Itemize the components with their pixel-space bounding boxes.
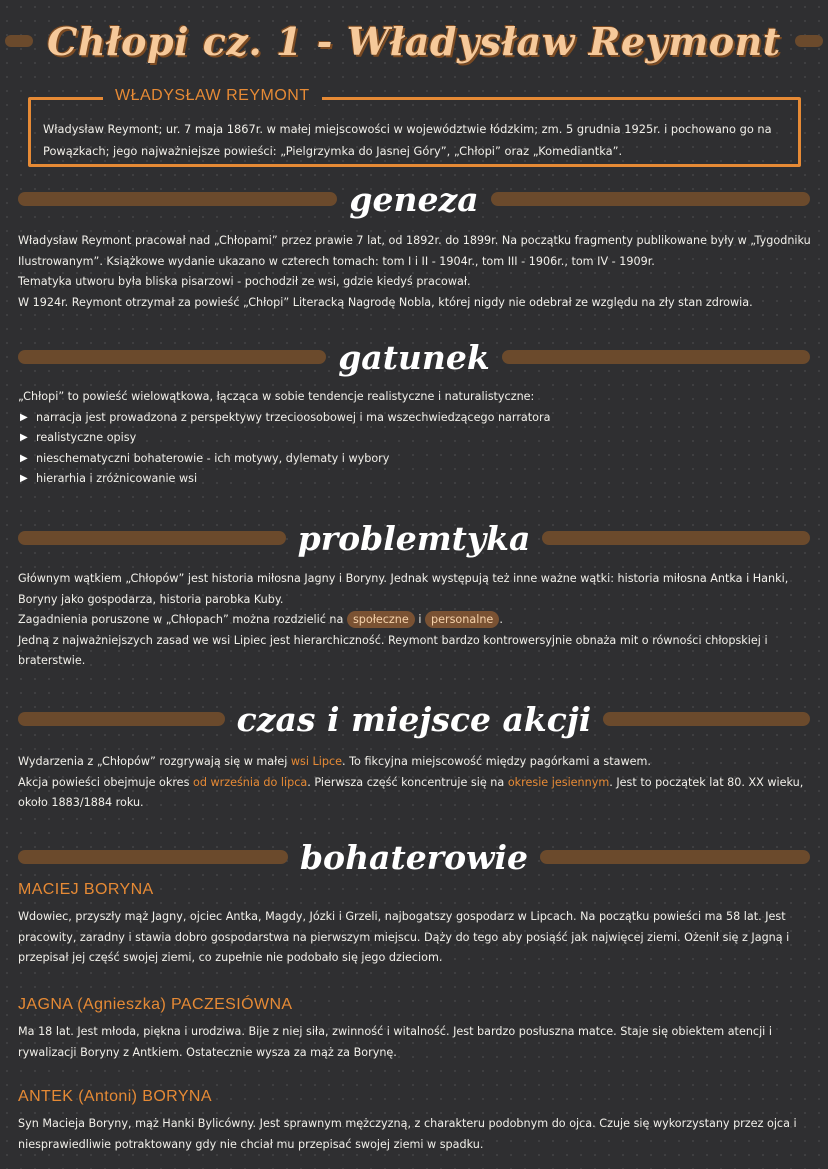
section-title: bohaterowie bbox=[299, 837, 529, 877]
list-item: ▶ realistyczne opisy bbox=[18, 428, 813, 449]
tag-personalne: personalne bbox=[425, 611, 499, 628]
title-banner bbox=[0, 8, 828, 74]
section-title: gatunek bbox=[338, 337, 490, 377]
problematyka-line-2-mid: i bbox=[418, 613, 422, 626]
section-heading-gatunek bbox=[18, 334, 810, 380]
gatunek-intro: „Chłopi” to powieść wielowątkowa, łącząca w sobie tendencje realistyczne i naturalistyczne: bbox=[18, 390, 535, 403]
geneza-line-2: Tematyka utworu była bliska pisarzowi - pochodził ze wsi, gdzie kiedyś pracował. bbox=[18, 275, 471, 288]
list-item: ▶ hierarhia i zróżnicowanie wsi bbox=[18, 469, 813, 490]
heading-bar-right bbox=[502, 350, 810, 364]
character-description: Ma 18 lat. Jest młoda, piękna i urodziwa. Bije z niej siła, zwinność i witalność. Jest bardzo posłuszna matce. Staje się obiektem atencji i rywalizacji Boryny z Antkiem. Ostatecznie wysza za mąż za Borynę. bbox=[18, 1025, 772, 1059]
page-title: Chłopi cz. 1 - Władysław Reymont bbox=[47, 18, 781, 64]
czas-line-1 bbox=[18, 752, 813, 773]
czas-text bbox=[18, 752, 813, 814]
character-name: MACIEJ BORYNA bbox=[18, 881, 154, 898]
gatunek-text bbox=[18, 387, 813, 490]
czas-line-2-post: . Jest to początek lat 80. XX wieku, około 1883/1884 roku. bbox=[18, 775, 804, 809]
character-name: ANTEK (Antoni) BORYNA bbox=[18, 1088, 212, 1105]
heading-bar-right bbox=[603, 712, 810, 726]
heading-bar-right bbox=[540, 850, 810, 864]
list-item: ▶ nieschematyczni bohaterowie - ich motywy, dylematy i wybory bbox=[18, 449, 813, 470]
heading-bar-left bbox=[18, 192, 337, 206]
problematyka-line-2 bbox=[18, 610, 813, 631]
heading-bar-right bbox=[542, 531, 810, 545]
czas-line-2-pre: Akcja powieści obejmuje okres bbox=[18, 775, 190, 789]
czas-line-2-mid: . Pierwsza część koncentruje się na bbox=[307, 775, 505, 789]
geneza-text bbox=[18, 231, 813, 313]
tag-spoleczne: społeczne bbox=[347, 611, 415, 628]
czas-line-1-pre: Wydarzenia z „Chłopów” rozgrywają się w małej bbox=[18, 755, 288, 768]
title-bar-right bbox=[795, 35, 823, 47]
problematyka-line-2-post: . bbox=[499, 613, 503, 626]
problematyka-text bbox=[18, 569, 813, 672]
character-description: Wdowiec, przyszły mąż Jagny, ojciec Antka, Magdy, Józki i Grzeli, najbogatszy gospodarz w Lipcach. Na początku powieści ma 58 lat. Jest pracowity, zaradny i stawia dobro gospodarstwa na pierwszym miejscu. Dąży do tego aby posiąść jak najwięcej ziemi. Ożenił się z Jagną i przepisał jej część swojej ziemi, co zupełnie nie podobało się jego dzieciom. bbox=[18, 910, 790, 964]
character-name: JAGNA (Agnieszka) PACZESIÓWNA bbox=[18, 996, 293, 1013]
heading-bar-left bbox=[18, 350, 326, 364]
section-title: czas i miejsce akcji bbox=[236, 699, 592, 739]
character-description: Syn Macieja Boryny, mąż Hanki Bylicówny. Jest sprawnym mężczyzną, z charakteru podobnym do ojca. Czuje się wykorzystany przez ojca i niesprawiedliwie potraktowany gdy nie chciał mu przepisać swojej ziemi w spadku. bbox=[18, 1117, 797, 1151]
section-heading-bohaterowie bbox=[18, 834, 810, 880]
author-box-heading: WŁADYSŁAW REYMONT bbox=[103, 87, 322, 105]
problematyka-line-3: Jedną z najważniejszych zasad we wsi Lipiec jest hierarchiczność. Reymont bardzo kontrowersyjnie obnaża mit o równości chłopskiej i braterstwie. bbox=[18, 633, 768, 667]
section-heading-problematyka bbox=[18, 515, 810, 561]
heading-bar-right bbox=[491, 192, 810, 206]
heading-bar-left bbox=[18, 850, 288, 864]
highlight-period: od września do lipca bbox=[192, 775, 308, 789]
list-item: ▶ narracja jest prowadzona z perspektywy trzecioosobowej i ma wszechwiedzącego narratora bbox=[18, 408, 813, 429]
problematyka-line-1: Głównym wątkiem „Chłopów” jest historia miłosna Jagny i Boryny. Jednak występują też inne ważne wątki: historia miłosna Antka i Hanki, Boryny jako gospodarza, historia parobka Kuby. bbox=[18, 572, 789, 606]
author-box-text: Władysław Reymont; ur. 7 maja 1867r. w małej miejscowości w województwie łódzkim; zm. 5 grudnia 1925r. i pochowano go na Powązkach; jego najważniejsze powieści: „Pielgrzymka do Jasnej Góry”, „Chłopi” oraz „Komediantka”. bbox=[43, 122, 772, 158]
section-heading-geneza bbox=[18, 176, 810, 222]
highlight-season: okresie jesiennym bbox=[507, 775, 610, 789]
geneza-line-1: Władysław Reymont pracował nad „Chłopami” przez prawie 7 lat, od 1892r. do 1899r. Na początku fragmenty publikowane były w „Tygodniku Ilustrowanym”. Książkowe wydanie ukazano w czterech tomach: tom I i II - 1904r., tom III - 1906r., tom IV - 1909r. bbox=[18, 234, 811, 268]
heading-bar-left bbox=[18, 712, 225, 726]
czas-line-2 bbox=[18, 773, 813, 814]
section-title: problemtyka bbox=[297, 518, 531, 558]
gatunek-list bbox=[18, 408, 813, 490]
czas-line-1-post: . To fikcyjna miejscowość między pagórkami a stawem. bbox=[342, 755, 651, 768]
section-title: geneza bbox=[349, 179, 479, 219]
heading-bar-left bbox=[18, 531, 286, 545]
highlight-place: wsi Lipce bbox=[290, 755, 343, 768]
section-heading-czas bbox=[18, 696, 810, 742]
problematyka-line-2-pre: Zagadnienia poruszone w „Chłopach” można rozdzielić na bbox=[18, 613, 344, 626]
author-box bbox=[28, 87, 801, 167]
geneza-line-3: W 1924r. Reymont otrzymał za powieść „Chłopi” Literacką Nagrodę Nobla, której nigdy nie odebrał ze względu na zły stan zdrowia. bbox=[18, 295, 753, 309]
title-bar-left bbox=[5, 35, 33, 47]
